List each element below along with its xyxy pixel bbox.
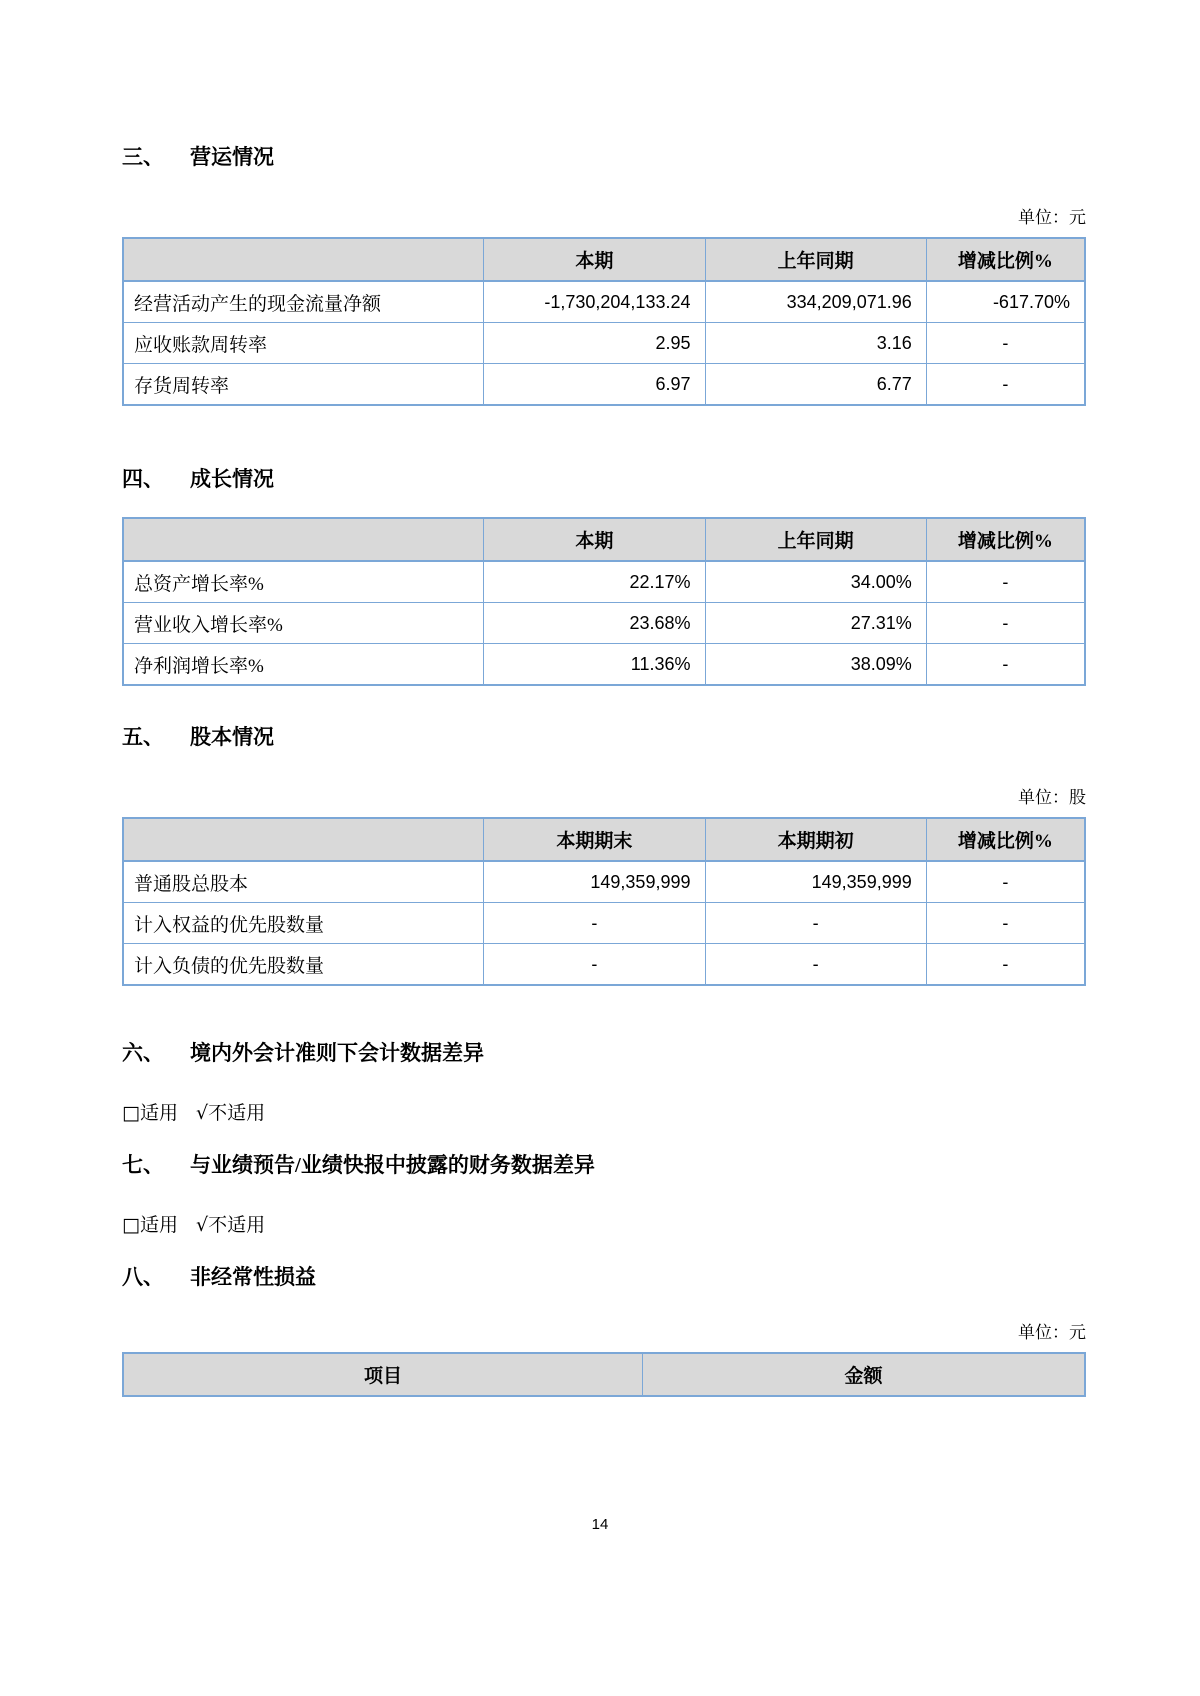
cell-value: 6.77 bbox=[705, 364, 926, 406]
cell-value: 149,359,999 bbox=[484, 861, 705, 903]
header-cell-empty bbox=[123, 818, 484, 861]
unit-label-yuan: 单位：元 bbox=[1018, 1322, 1086, 1342]
cell-value: 6.97 bbox=[484, 364, 705, 406]
cell-value: 11.36% bbox=[484, 644, 705, 686]
checkmark-icon: √ bbox=[195, 1214, 209, 1237]
option-not-applicable bbox=[196, 1103, 265, 1124]
row-label: 总资产增长率% bbox=[123, 561, 484, 603]
header-cell-period-begin: 本期期初 bbox=[705, 818, 926, 861]
unit-label-share: 单位：股 bbox=[1018, 788, 1086, 808]
option-label: 适用 bbox=[139, 1103, 178, 1125]
table-row bbox=[123, 644, 1085, 686]
section-title: 成长情况 bbox=[190, 467, 274, 492]
section-number: 五、 bbox=[122, 725, 164, 750]
cell-value: - bbox=[926, 903, 1085, 944]
checkbox-unchecked-icon: □ bbox=[122, 1214, 140, 1237]
cell-value: 38.09% bbox=[705, 644, 926, 686]
table-row bbox=[123, 323, 1085, 364]
row-label: 经营活动产生的现金流量净额 bbox=[123, 281, 484, 323]
table-row bbox=[123, 364, 1085, 406]
applicability-statement bbox=[122, 1213, 1086, 1238]
cell-value: 23.68% bbox=[484, 603, 705, 644]
unit-label-yuan: 单位：元 bbox=[1018, 208, 1086, 228]
table-row bbox=[123, 944, 1085, 986]
row-label: 营业收入增长率% bbox=[123, 603, 484, 644]
section-title: 非经常性损益 bbox=[190, 1265, 316, 1290]
cell-value: 149,359,999 bbox=[705, 861, 926, 903]
option-applicable bbox=[122, 1215, 178, 1236]
option-applicable bbox=[122, 1103, 178, 1124]
option-not-applicable bbox=[196, 1215, 265, 1236]
report-page-content bbox=[122, 0, 1086, 1397]
header-cell-amount: 金额 bbox=[642, 1353, 1085, 1396]
section-title: 股本情况 bbox=[190, 725, 274, 750]
table-header-row bbox=[123, 1353, 1085, 1396]
cell-value: - bbox=[926, 364, 1085, 406]
section-heading-growth bbox=[122, 468, 1086, 491]
non-recurring-table bbox=[122, 1352, 1086, 1397]
cell-value: - bbox=[484, 903, 705, 944]
option-label: 不适用 bbox=[208, 1215, 266, 1237]
table-row bbox=[123, 281, 1085, 323]
capital-table bbox=[122, 817, 1086, 986]
checkmark-icon: √ bbox=[195, 1102, 209, 1125]
row-label: 计入权益的优先股数量 bbox=[123, 903, 484, 944]
cell-value: - bbox=[926, 603, 1085, 644]
section-title: 境内外会计准则下会计数据差异 bbox=[190, 1041, 484, 1066]
section-heading-non-recurring bbox=[122, 1266, 1086, 1289]
growth-table bbox=[122, 517, 1086, 686]
header-cell-change: 增减比例% bbox=[926, 238, 1085, 281]
header-cell-empty bbox=[123, 518, 484, 561]
cell-value: -617.70% bbox=[926, 281, 1085, 323]
table-header-row bbox=[123, 238, 1085, 281]
checkbox-unchecked-icon: □ bbox=[122, 1102, 140, 1125]
cell-value: -1,730,204,133.24 bbox=[484, 281, 705, 323]
page-number: 14 bbox=[591, 1516, 609, 1533]
section-heading-forecast-diff bbox=[122, 1154, 1086, 1177]
table-row bbox=[123, 861, 1085, 903]
header-cell-item: 项目 bbox=[123, 1353, 642, 1396]
cell-value: - bbox=[705, 903, 926, 944]
section-heading-capital bbox=[122, 726, 1086, 749]
header-cell-prior: 上年同期 bbox=[705, 518, 926, 561]
option-label: 适用 bbox=[139, 1215, 178, 1237]
row-label: 计入负债的优先股数量 bbox=[123, 944, 484, 986]
table-row bbox=[123, 561, 1085, 603]
row-label: 净利润增长率% bbox=[123, 644, 484, 686]
section-title: 与业绩预告/业绩快报中披露的财务数据差异 bbox=[190, 1153, 595, 1178]
cell-value: - bbox=[926, 861, 1085, 903]
cell-value: - bbox=[926, 323, 1085, 364]
table-row bbox=[123, 603, 1085, 644]
applicability-statement bbox=[122, 1101, 1086, 1126]
header-cell-prior: 上年同期 bbox=[705, 238, 926, 281]
section-number: 三、 bbox=[122, 145, 164, 169]
row-label: 应收账款周转率 bbox=[123, 323, 484, 364]
cell-value: - bbox=[926, 561, 1085, 603]
operating-table bbox=[122, 237, 1086, 406]
header-cell-current: 本期 bbox=[484, 518, 705, 561]
option-label: 不适用 bbox=[208, 1103, 266, 1125]
section-heading-accounting-diff bbox=[122, 1042, 1086, 1065]
section-heading-operating bbox=[122, 146, 1086, 169]
row-label: 普通股总股本 bbox=[123, 861, 484, 903]
header-cell-empty bbox=[123, 238, 484, 281]
header-cell-change: 增减比例% bbox=[926, 518, 1085, 561]
cell-value: 3.16 bbox=[705, 323, 926, 364]
cell-value: 22.17% bbox=[484, 561, 705, 603]
section-number: 七、 bbox=[122, 1153, 164, 1178]
cell-value: - bbox=[705, 944, 926, 986]
header-cell-period-end: 本期期末 bbox=[484, 818, 705, 861]
section-title: 营运情况 bbox=[190, 145, 274, 169]
section-number: 四、 bbox=[122, 467, 164, 492]
section-number: 六、 bbox=[122, 1041, 164, 1066]
cell-value: - bbox=[926, 944, 1085, 986]
cell-value: 34.00% bbox=[705, 561, 926, 603]
cell-value: 334,209,071.96 bbox=[705, 281, 926, 323]
cell-value: - bbox=[926, 644, 1085, 686]
cell-value: 2.95 bbox=[484, 323, 705, 364]
table-header-row bbox=[123, 818, 1085, 861]
table-header-row bbox=[123, 518, 1085, 561]
table-row bbox=[123, 903, 1085, 944]
cell-value: 27.31% bbox=[705, 603, 926, 644]
header-cell-current: 本期 bbox=[484, 238, 705, 281]
header-cell-change: 增减比例% bbox=[926, 818, 1085, 861]
row-label: 存货周转率 bbox=[123, 364, 484, 406]
section-number: 八、 bbox=[122, 1265, 164, 1290]
cell-value: - bbox=[484, 944, 705, 986]
